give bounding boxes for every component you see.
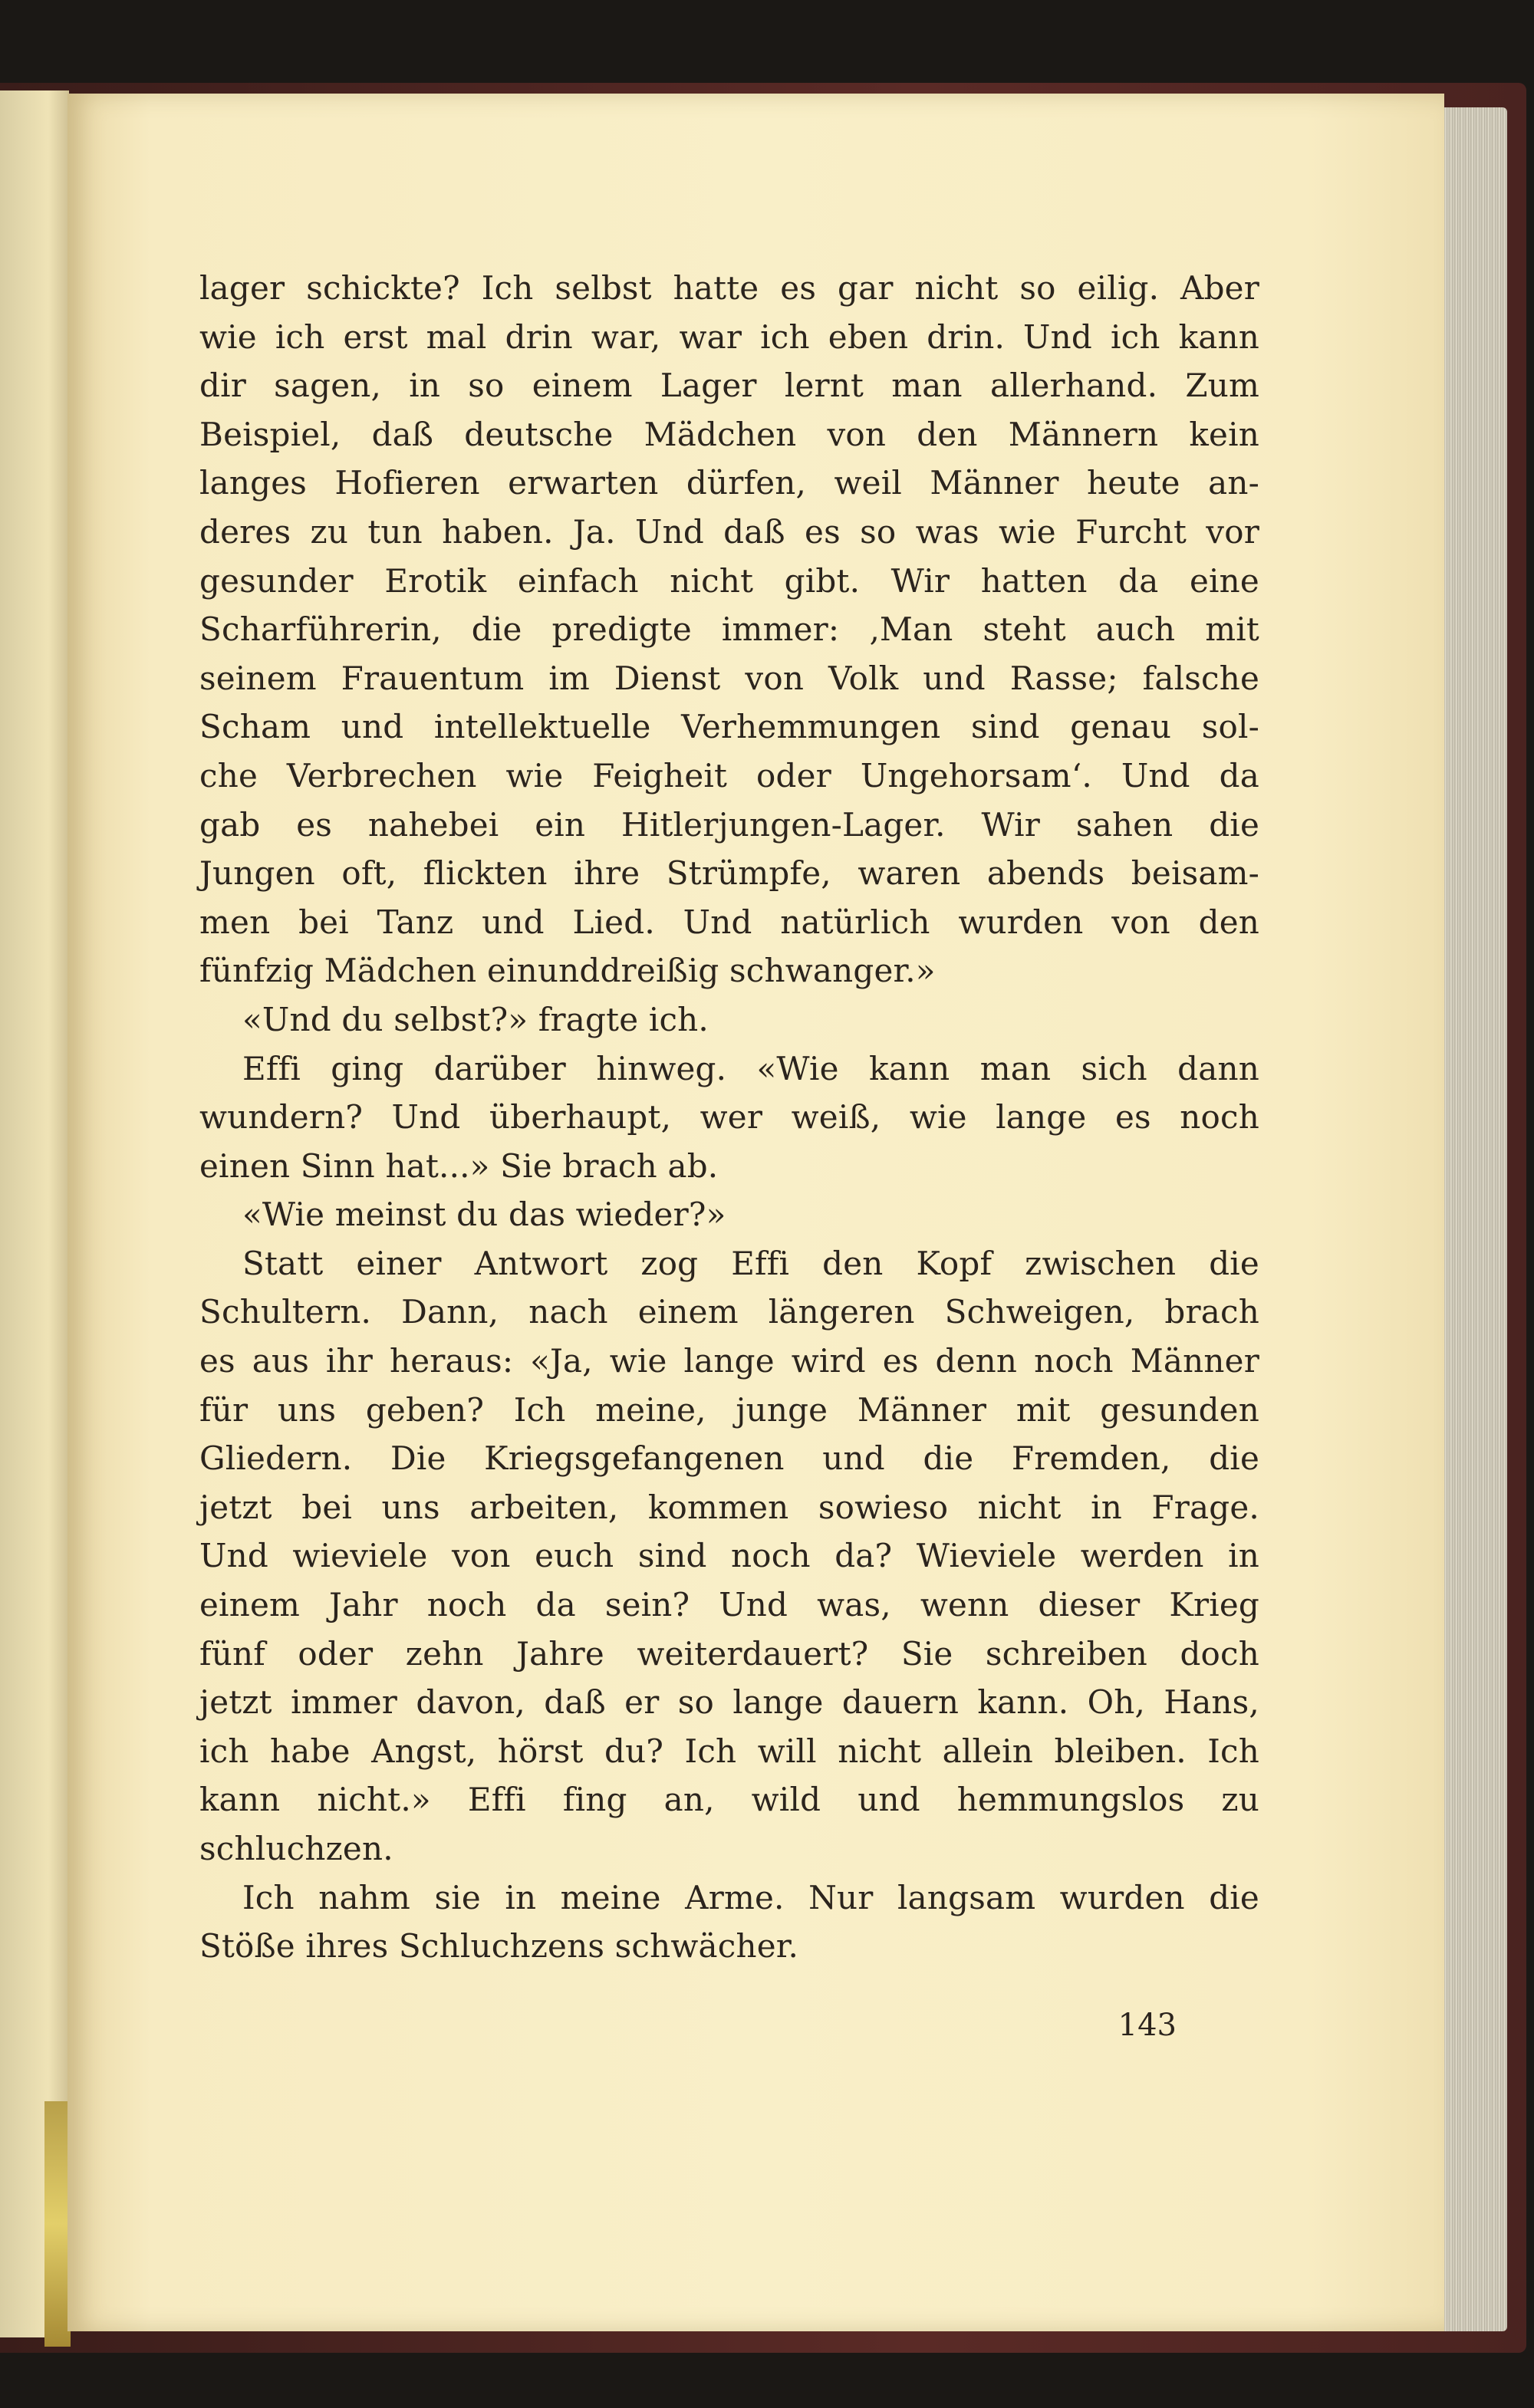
text-line: «Wie meinst du das wieder?» (242, 1196, 726, 1234)
text-line: Gliedern. Die Kriegsgefangenen und die Fremden, die (199, 1439, 1259, 1478)
page-number: 143 (1118, 2008, 1177, 2043)
text-line: einen Sinn hat...» Sie brach ab. (199, 1146, 719, 1185)
text-line: fünf oder zehn Jahre weiterdauert? Sie schreiben doch (199, 1634, 1259, 1673)
text-line: deres zu tun haben. Ja. Und daß es so was wie Furcht vor (199, 512, 1259, 551)
text-line: Effi ging darüber hinweg. «Wie kann man sich dann (242, 1049, 1259, 1087)
text-line: Statt einer Antwort zog Effi den Kopf zwischen die (242, 1244, 1259, 1282)
text-line: dir sagen, in so einem Lager lernt man allerhand. Zum (199, 367, 1259, 405)
page-edges (1442, 107, 1507, 2331)
book-page (67, 94, 1444, 2331)
text-line: wie ich erst mal drin war, war ich eben drin. Und ich kann (199, 317, 1259, 356)
text-line: ich habe Angst, hörst du? Ich will nicht allein bleiben. Ich (199, 1732, 1259, 1770)
left-page-sliver (0, 90, 69, 2337)
text-line: einem Jahr noch da sein? Und was, wenn dieser Krieg (199, 1586, 1259, 1624)
page-text (199, 264, 1259, 1971)
text-line: schluchzen. (199, 1830, 393, 1867)
text-line: Und wieviele von euch sind noch da? Wieviele werden in (199, 1537, 1259, 1575)
text-line: «Und du selbst?» fragte ich. (242, 1000, 709, 1038)
text-line: langes Hofieren erwarten dürfen, weil Männer heute an- (199, 464, 1259, 502)
text-line: Scham und intellektuelle Verhemmungen sind genau sol- (199, 708, 1259, 746)
text-line: Stöße ihres Schluchzens schwächer. (199, 1927, 799, 1966)
text-line: für uns geben? Ich meine, junge Männer mit gesunden (199, 1390, 1259, 1429)
text-line: jetzt immer davon, daß er so lange dauern kann. Oh, Hans, (199, 1683, 1259, 1722)
text-line: Scharführerin, die predigte immer: ‚Man steht auch mit (199, 610, 1259, 649)
text-line: gab es nahebei ein Hitlerjungen-Lager. Wir sahen die (199, 805, 1259, 844)
text-line: men bei Tanz und Lied. Und natürlich wurden von den (199, 903, 1259, 941)
text-line: es aus ihr heraus: «Ja, wie lange wird es denn noch Männer (199, 1342, 1259, 1380)
text-line: Schultern. Dann, nach einem längeren Schweigen, brach (199, 1293, 1259, 1331)
text-line: lager schickte? Ich selbst hatte es gar nicht so eilig. Aber (199, 269, 1259, 307)
text-line: Beispiel, daß deutsche Mädchen von den Männern kein (199, 415, 1259, 453)
text-line: Jungen oft, flickten ihre Strümpfe, waren abends beisam- (199, 854, 1259, 893)
text-line: jetzt bei uns arbeiten, kommen sowieso nicht in Frage. (199, 1488, 1259, 1526)
text-line: che Verbrechen wie Feigheit oder Ungehorsam‘. Und da (199, 756, 1259, 794)
text-line: seinem Frauentum im Dienst von Volk und Rasse; falsche (199, 659, 1259, 697)
text-line: Ich nahm sie in meine Arme. Nur langsam wurden die (242, 1878, 1259, 1916)
text-line: kann nicht.» Effi fing an, wild und hemmungslos zu (199, 1781, 1259, 1819)
text-line: fünfzig Mädchen einunddreißig schwanger.» (199, 952, 936, 990)
text-line: gesunder Erotik einfach nicht gibt. Wir hatten da eine (199, 561, 1259, 600)
text-line: wundern? Und überhaupt, wer weiß, wie lange es noch (199, 1098, 1259, 1137)
gilt-edge (44, 2101, 71, 2347)
